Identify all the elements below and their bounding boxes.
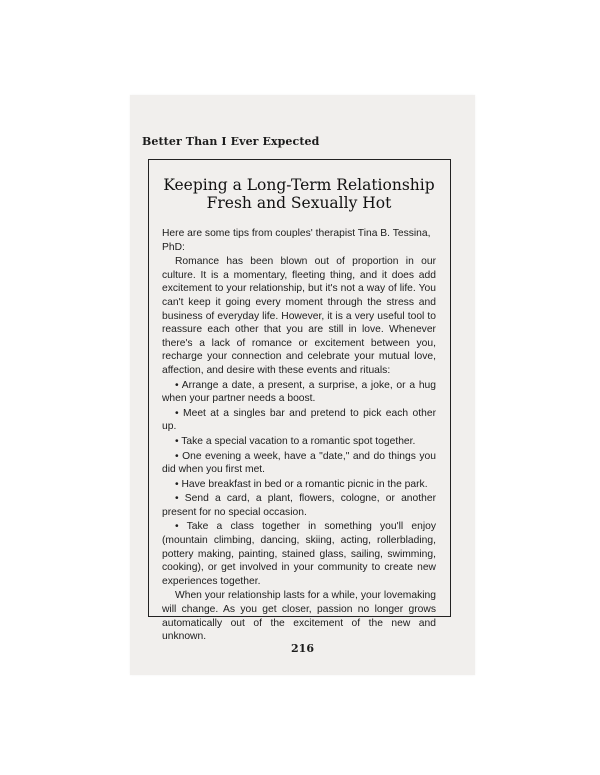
- running-head: Better Than I Ever Expected: [142, 135, 320, 148]
- sidebar-body: [162, 227, 436, 644]
- tip-item: • Arrange a date, a present, a surprise, a joke, or a hug when your partner needs a boost.: [162, 379, 436, 405]
- tip-item: • Send a card, a plant, flowers, cologne, or another present for no special occasion.: [162, 493, 436, 518]
- sidebar-title-line-2: Fresh and Sexually Hot: [206, 194, 392, 212]
- tip-item: • Meet at a singles bar and pretend to pick each other up.: [162, 407, 436, 433]
- intro-paragraph: Here are some tips from couples' therapist Tina B. Tessina, PhD:: [162, 228, 431, 253]
- closing-paragraph: When your relationship lasts for a while, your lovemaking will change. As you get closer, passion no longer grows automatically out of the excitement of the new and unknown.: [162, 590, 436, 643]
- body-paragraph: Romance has been blown out of proportion in our culture. It is a momentary, fleeting thing, and it does add excitement to your relationship, but it's not a way of life. You can't keep it going every moment through the stress and business of everyday life. However, it is a very useful tool to reassure each other that you are still in love. Whenever there's a lack of romance or excitement between you, recharge your connection and celebrate your mutual love, affection, and desire with these events and rituals:: [162, 256, 436, 376]
- tip-item: • Take a class together in something you'll enjoy (mountain climbing, dancing, skiing, acting, rollerblading, pottery making, painting, stained glass, sailing, swimming, cooking), or get involved in your community to create new experiences together.: [162, 521, 436, 587]
- sidebar-box: [148, 159, 451, 643]
- sidebar-title-line-1: Keeping a Long-Term Relationship: [163, 176, 435, 194]
- book-page: [130, 95, 475, 675]
- tip-item: • One evening a week, have a "date," and do things you did when you first met.: [162, 450, 436, 476]
- sidebar-title: [162, 176, 436, 212]
- tip-item: • Have breakfast in bed or a romantic picnic in the park.: [175, 478, 428, 490]
- tip-item: • Take a special vacation to a romantic spot together.: [175, 435, 416, 447]
- page-number: 216: [291, 642, 314, 655]
